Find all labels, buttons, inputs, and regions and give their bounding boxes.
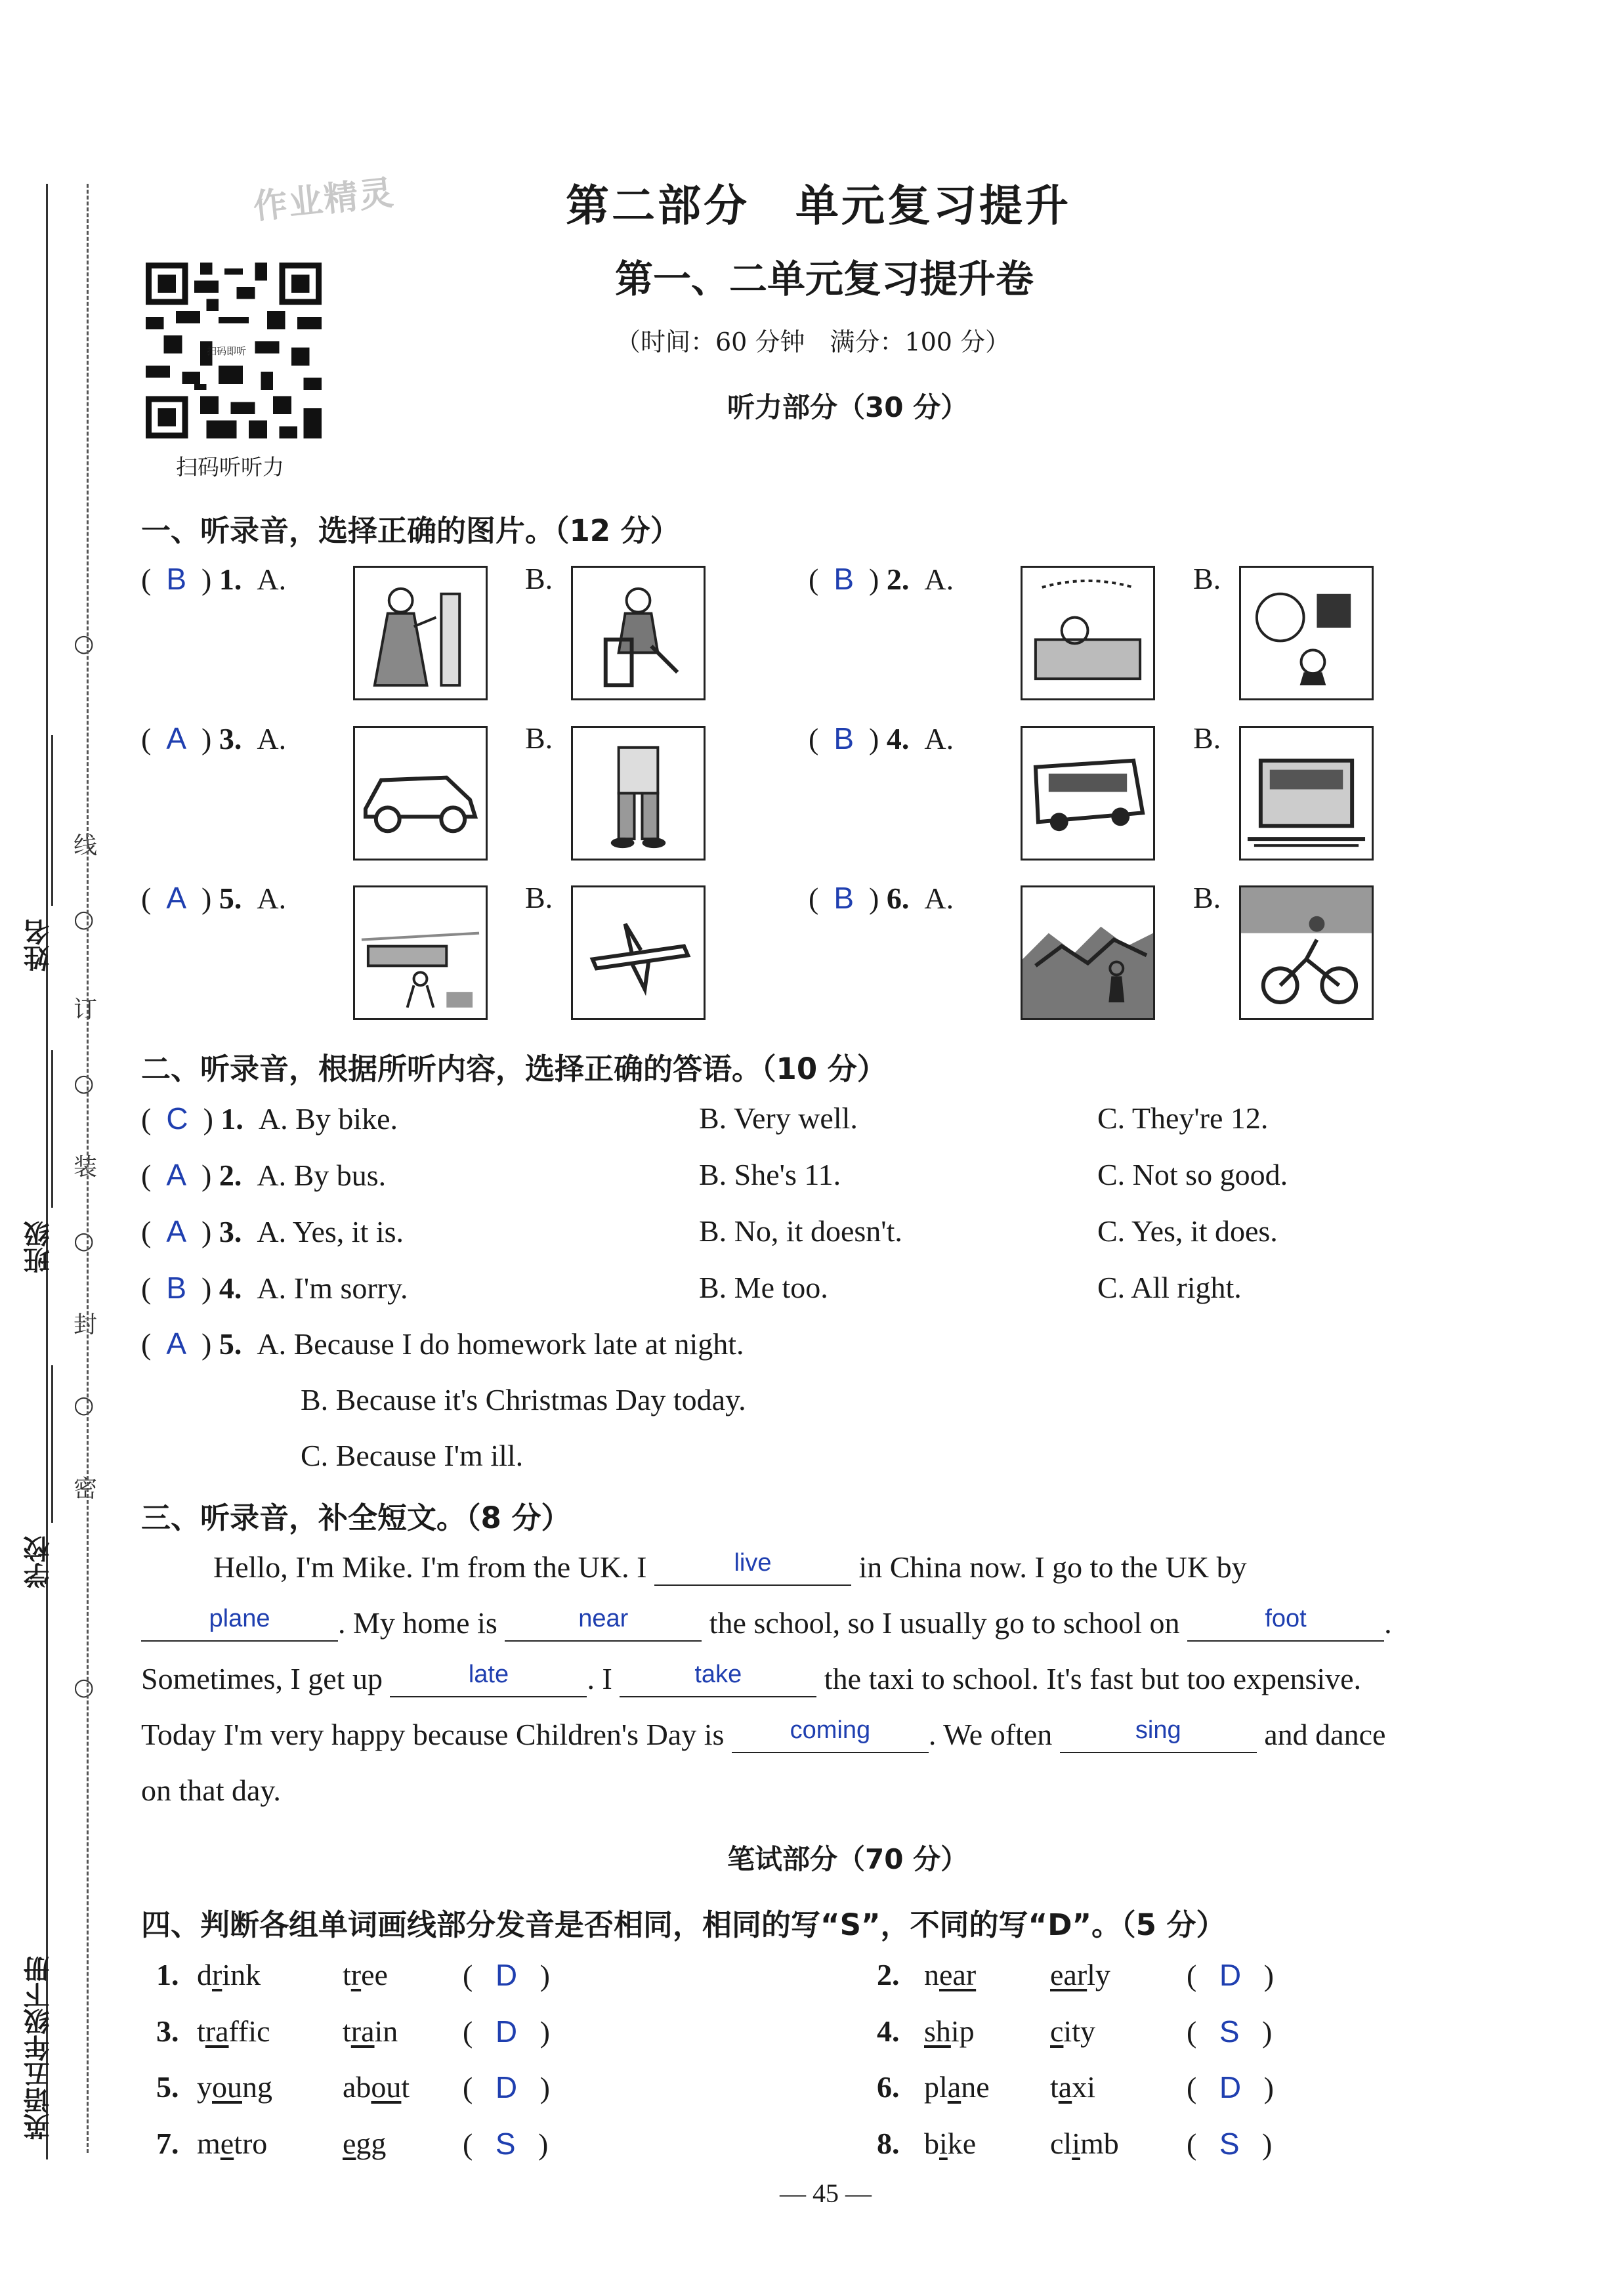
s1-q5-picture-a[interactable] — [353, 885, 488, 1020]
s1-option-b-label: B. — [525, 562, 553, 595]
s2-item-5-option-c: C. Because I'm ill. — [301, 1439, 524, 1472]
s4-answer-box: ( D ) — [463, 2014, 550, 2049]
s1-q2-picture-a[interactable] — [1021, 566, 1155, 700]
s4-word-1: young — [197, 2070, 272, 2104]
dashed-margin-line — [87, 184, 89, 2153]
s2-item-2: ( A ) 2. A. By bus. — [141, 1158, 387, 1192]
s1-answer-1[interactable]: B — [166, 562, 187, 596]
s3-blank-2[interactable]: plane — [209, 1605, 270, 1632]
s1-item-3: ( A ) 3. A. — [141, 721, 287, 755]
s1-answer-4[interactable]: B — [834, 721, 855, 755]
binding-char-feng: 封 — [74, 1311, 98, 1338]
s4-answer[interactable]: S — [495, 2127, 516, 2161]
s4-word-2: city — [1050, 2014, 1095, 2048]
part-title: 第二部分 单元复习提升 — [566, 181, 1071, 231]
s4-item-number: 6. — [877, 2070, 900, 2104]
s4-answer-box: ( S ) — [1187, 2127, 1273, 2161]
qr-inner-text: 扫码即听 — [207, 345, 247, 357]
s2-item-4-option-c: C. All right. — [1097, 1271, 1242, 1304]
s1-item-5: ( A ) 5. A. — [141, 881, 287, 915]
s4-answer-box: ( S ) — [463, 2127, 549, 2161]
s1-q4-picture-b[interactable] — [1239, 726, 1374, 861]
s1-q2-picture-b[interactable] — [1239, 566, 1374, 700]
s3-blank-3[interactable]: near — [578, 1605, 629, 1632]
s4-answer[interactable]: D — [495, 2070, 518, 2104]
s1-q1-picture-b[interactable] — [571, 566, 706, 700]
listening-header: 听力部分（30 分） — [727, 391, 969, 423]
s2-answer-3[interactable]: A — [166, 1214, 187, 1248]
s4-item-number: 2. — [877, 1958, 900, 1991]
s2-item-5-option-b: B. Because it's Christmas Day today. — [301, 1383, 746, 1416]
page-number: — 45 — — [780, 2179, 872, 2208]
s4-word-2: train — [343, 2014, 398, 2048]
binding-circle: ○ — [74, 630, 95, 657]
s4-word-2: taxi — [1050, 2070, 1095, 2104]
s3-blank-5[interactable]: late — [468, 1661, 509, 1688]
binding-circle: ○ — [74, 1392, 95, 1418]
s1-option-b-label: B. — [1193, 721, 1221, 755]
s1-answer-5[interactable]: A — [166, 881, 187, 915]
s1-item-4: ( B ) 4. A. — [809, 721, 954, 755]
paper-title: 第一、二单元复习提升卷 — [615, 257, 1034, 301]
section3-title: 三、听录音，补全短文。（8 分） — [141, 1500, 571, 1535]
s1-q1-picture-a[interactable] — [353, 566, 488, 700]
binding-char-ding: 订 — [74, 996, 98, 1023]
s3-blank-8[interactable]: sing — [1135, 1716, 1181, 1744]
s4-word-1: traffic — [197, 2014, 270, 2048]
s4-answer-box: ( D ) — [1187, 2070, 1274, 2104]
s2-item-1-option-b: B. Very well. — [699, 1101, 858, 1135]
s4-answer[interactable]: S — [1219, 2014, 1240, 2049]
s4-answer-box: ( D ) — [1187, 1958, 1274, 1992]
binding-char-zhuang: 装 — [74, 1154, 98, 1181]
s4-answer[interactable]: D — [495, 2014, 518, 2049]
binding-line — [46, 184, 48, 2159]
s2-item-1: ( C ) 1. A. By bike. — [141, 1101, 398, 1136]
class-blank-line — [51, 1050, 53, 1208]
s4-item-number: 1. — [156, 1958, 179, 1991]
name-blank-line — [51, 735, 53, 906]
s1-q3-picture-b[interactable] — [571, 726, 706, 861]
s1-q6-picture-a[interactable] — [1021, 885, 1155, 1020]
qr-caption: 扫码听听力 — [176, 454, 284, 480]
s3-blank-1[interactable]: live — [734, 1549, 772, 1577]
s4-word-1: metro — [197, 2127, 268, 2160]
s4-answer[interactable]: D — [495, 1958, 518, 1992]
s4-word-2: tree — [343, 1958, 388, 1991]
s3-line-4: Today I'm very happy because Children's Day is $^{coming}$ . We often $^{sing}$ and dance — [141, 1717, 1385, 1753]
s1-item-6: ( B ) 6. A. — [809, 881, 954, 915]
section2-title: 二、听录音，根据所听内容，选择正确的答语。（10 分） — [141, 1052, 887, 1086]
s4-item-number: 8. — [877, 2127, 900, 2160]
s4-word-1: plane — [924, 2070, 990, 2104]
s2-item-3-option-c: C. Yes, it does. — [1097, 1214, 1278, 1248]
s1-q4-picture-a[interactable] — [1021, 726, 1155, 861]
binding-char-mi: 密 — [74, 1476, 98, 1502]
s1-answer-3[interactable]: A — [166, 721, 187, 755]
s4-answer[interactable]: D — [1219, 1958, 1242, 1992]
school-blank-line — [51, 1365, 53, 1523]
s2-answer-5[interactable]: A — [166, 1327, 187, 1361]
s3-blank-4[interactable]: foot — [1265, 1605, 1307, 1632]
section4-title: 四、判断各组单词画线部分发音是否相同，相同的写“S”，不同的写“D”。（5 分） — [141, 1907, 1226, 1942]
binding-char-line: 线 — [74, 832, 98, 859]
s4-answer[interactable]: D — [1219, 2070, 1242, 2104]
s2-item-2-option-c: C. Not so good. — [1097, 1158, 1288, 1191]
watermark: 作业精灵 — [251, 173, 397, 228]
s2-answer-4[interactable]: B — [166, 1271, 187, 1305]
s4-answer-box: ( D ) — [463, 1958, 550, 1992]
s1-option-b-label: B. — [1193, 881, 1221, 914]
s1-option-b-label: B. — [525, 721, 553, 755]
s4-item-number: 7. — [156, 2127, 179, 2160]
s1-q3-picture-a[interactable] — [353, 726, 488, 861]
s3-line-3: Sometimes, I get up $^{late}$ . I $^{take}$ the taxi to school. It's fast but too expensive. — [141, 1661, 1361, 1697]
section1-title: 一、听录音，选择正确的图片。（12 分） — [141, 513, 680, 548]
s3-blank-6[interactable]: take — [694, 1661, 742, 1688]
s4-word-1: ship — [924, 2014, 975, 2048]
side-label-book: 英语五年级下册 — [24, 1956, 54, 2140]
s2-item-2-option-b: B. She's 11. — [699, 1158, 841, 1191]
s2-answer-2[interactable]: A — [166, 1158, 187, 1192]
s4-word-2: about — [343, 2070, 410, 2104]
exam-info: （时间：60 分钟 满分：100 分） — [616, 328, 1011, 356]
s2-item-4-option-b: B. Me too. — [699, 1271, 828, 1304]
writing-header: 笔试部分（70 分） — [727, 1843, 969, 1875]
s3-blank-7[interactable]: coming — [790, 1716, 871, 1744]
s1-answer-2[interactable]: B — [834, 562, 855, 596]
s1-option-b-label: B. — [525, 881, 553, 914]
s2-item-3-option-b: B. No, it doesn't. — [699, 1214, 902, 1248]
s2-item-1-option-c: C. They're 12. — [1097, 1101, 1269, 1135]
s4-word-1: bike — [924, 2127, 977, 2160]
s2-item-4: ( B ) 4. A. I'm sorry. — [141, 1271, 408, 1305]
s4-item-number: 5. — [156, 2070, 179, 2104]
s4-answer-box: ( S ) — [1187, 2014, 1273, 2049]
s4-word-2: early — [1050, 1958, 1110, 1991]
binding-circle: ○ — [74, 1070, 95, 1097]
s1-q5-picture-b[interactable] — [571, 885, 706, 1020]
s1-item-1: ( B ) 1. A. — [141, 562, 287, 596]
s1-item-2: ( B ) 2. A. — [809, 562, 954, 596]
s4-word-2: egg — [343, 2127, 387, 2160]
side-label-class: 班级 — [24, 1221, 54, 1273]
side-label-school: 学校 — [24, 1536, 54, 1588]
s4-answer-box: ( D ) — [463, 2070, 550, 2104]
s2-item-3: ( A ) 3. A. Yes, it is. — [141, 1214, 404, 1248]
side-label-name: 姓名 — [24, 919, 54, 971]
s4-item-number: 3. — [156, 2014, 179, 2048]
s1-option-b-label: B. — [1193, 562, 1221, 595]
s4-answer[interactable]: S — [1219, 2127, 1240, 2161]
binding-circle: ○ — [74, 1674, 95, 1701]
s3-line-2: $^{plane}$ . My home is $^{near}$ the school, so I usually go to school on $^{foot}$ . — [141, 1605, 1392, 1642]
s2-answer-1[interactable]: C — [166, 1101, 188, 1136]
qr-code[interactable] — [146, 263, 322, 438]
s1-q6-picture-b[interactable] — [1239, 885, 1374, 1020]
s4-word-2: climb — [1050, 2127, 1119, 2160]
s3-line-5: on that day. — [141, 1774, 281, 1807]
s4-word-1: near — [924, 1958, 977, 1991]
s1-answer-6[interactable]: B — [834, 881, 855, 915]
s2-item-5: ( A ) 5. A. Because I do homework late at night. — [141, 1327, 744, 1361]
binding-circle: ○ — [74, 906, 95, 933]
s3-line-1: Hello, I'm Mike. I'm from the UK. I $^{live}$ in China now. I go to the UK by — [213, 1550, 1247, 1586]
binding-circle: ○ — [74, 1227, 95, 1254]
s4-item-number: 4. — [877, 2014, 900, 2048]
s4-word-1: drink — [197, 1958, 261, 1991]
